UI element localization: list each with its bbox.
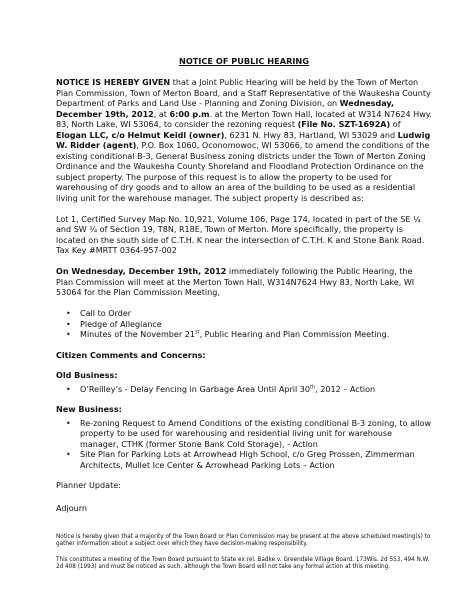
meeting-paragraph: [56, 267, 432, 299]
meeting-text: immediately following the Public Hearing, the Plan Commission will meet at the Merton Town Hall, W314N7624 Hwy 83, North Lake, WI 53064 for the Plan Commission Meeting,: [56, 267, 415, 297]
new-business-item-site-plan: • Site Plan for Parking Lots at Arrowhead High School, c/o Greg Prossen, Zimmerman Architects, Mullet Ice Center & Arrowhead Parking Lots – Action: [66, 450, 415, 470]
hearing-date: Wednesday, December 19th, 2012: [56, 99, 395, 119]
old-business-item: • O’Reilley’s - Delay Fencing in Garbage Area Until April 30th, 2012 – Action: [66, 383, 376, 394]
intro-text-5: , 6231 N. Hwy 83, Hartland, WI 53029 and: [224, 130, 398, 140]
hearing-time: 6:00 p.m: [169, 109, 210, 119]
citizen-comments-heading: Citizen Comments and Concerns:: [56, 350, 206, 360]
bullet-icon: •: [66, 319, 71, 329]
intro-paragraph: [56, 78, 432, 204]
legal-description: Lot 1, Certified Survey Map No. 10,921, Volume 106, Page 174, located in part of the SE ¼ and SW ¼ of Section 19, T8N, R18E, Town of Merton. More specifically, the property is located on the south side of C.T.H. K near the intersection of C.T.H. K and Stone Bank Road. Tax Key #MRTT 0364-957-002: [56, 214, 425, 255]
intro-text-6: , P.O. Box 1060, Oconomowoc, WI 53066, to amend the conditions of the existing conditional B-3, General Business zoning districts under the Town of Merton Zoning Ordinance and the Waukesha County Shoreland and Floodland Protection Ordinance on the subject property. The purpose of this request is to allow the property to be used for warehousing of dry goods and to allow an area of the building to be used as a residential living unit for the warehouse manager. The subject property is described as:: [56, 141, 430, 203]
agenda-item-pledge: • Pledge of Allegiance: [66, 319, 162, 329]
intro-lead: NOTICE IS HEREBY GIVEN: [56, 78, 171, 87]
bullet-icon: •: [66, 330, 71, 339]
intro-text-3: . at the Merton Town Hall, located at W314 N7624 Hwy. 83, North Lake, WI 53064, to consider the rezoning request: [56, 109, 432, 129]
old-business-list: [56, 385, 432, 396]
old-business-heading: Old Business:: [56, 371, 118, 380]
intro-text-2: , at: [153, 109, 170, 119]
new-business-list: [56, 419, 432, 472]
new-business-item-rezoning: • Re-zoning Request to Amend Conditions of the existing conditional B-3 zoning, to allow property to be used for warehousing and residential living unit for warehouse manager, CTHK (former Stone Bank Cold Storage), - Action: [66, 418, 432, 449]
agenda-item-minutes: • Minutes of the November 21st, Public Hearing and Plan Commission Meeting.: [66, 329, 390, 339]
intro-text-1: that a Joint Public Hearing will be held by the Town of Merton Plan Commission, Town of Merton Board, and a Staff Representative of the Waukesha County Department of Parks and Land Use - Planning and Zoning Division, on: [56, 78, 431, 108]
adjourn: Adjourn: [56, 503, 87, 513]
file-number: (File No. SZT-1692A): [297, 120, 391, 129]
planner-update: Planner Update:: [56, 481, 121, 490]
owner-name: Elogan LLC, c/o Helmut Keidl (owner): [56, 130, 225, 140]
meeting-lead: On Wednesday, December 19th, 2012: [56, 267, 227, 276]
intro-text-4: of: [390, 120, 401, 129]
bullet-icon: •: [66, 418, 71, 428]
footnote-legal: This constitutes a meeting of the Town Board pursuant to State ex rel. Badke v. Greendale Village Board. 173Wis. 2d 553, 494 N.W. 2d 408 (1993) and must be noticed as such, although the Town Board will not take any formal action at this meeting.: [56, 556, 430, 571]
new-business-heading: New Business:: [56, 405, 122, 414]
bullet-icon: •: [66, 384, 71, 394]
footnote-majority: Notice is hereby given that a majority of the Town Board or Plan Commission may be present at the above scheduled meeting(s) to gather information about a subject over which they have decision-making responsibility.: [56, 534, 431, 548]
bullet-icon: •: [66, 450, 71, 459]
agent-name: Ludwig W. Ridder (agent): [56, 130, 431, 150]
agenda-list: [56, 309, 432, 341]
notice-title: NOTICE OF PUBLIC HEARING: [178, 56, 310, 66]
agenda-item-call-to-order: • Call to Order: [66, 309, 132, 318]
bullet-icon: •: [66, 309, 71, 318]
